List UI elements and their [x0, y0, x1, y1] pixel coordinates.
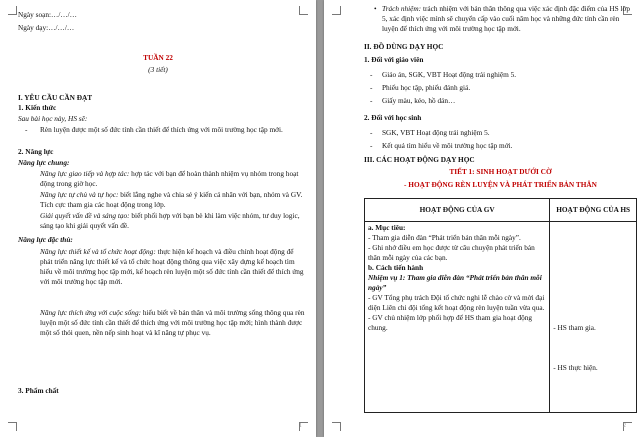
- heading-requirements: I. YÊU CẦU CẦN ĐẠT: [18, 93, 93, 102]
- heading-activities: III. CÁC HOẠT ĐỘNG DẠY HỌC: [364, 155, 475, 164]
- lesson-subtitle: - HOẠT ĐỘNG RÈN LUYỆN VÀ PHÁT TRIỂN BẢN THÂN: [404, 180, 597, 189]
- general-item-1: [40, 169, 305, 189]
- list-dash: -: [370, 83, 373, 92]
- responsibility-label: Trách nhiệm:: [382, 4, 422, 13]
- page-number: 2: [623, 423, 626, 429]
- student-response-1: - HS tham gia.: [553, 323, 596, 332]
- general-item-1-label: Năng lực giao tiếp và hợp tác:: [40, 169, 130, 178]
- margin-corner-mark: [332, 6, 341, 15]
- bullet-dot: •: [374, 4, 377, 13]
- document-page-2: [324, 0, 640, 437]
- margin-corner-mark: [8, 6, 17, 15]
- specific-item-2-label: Năng lực thích ứng với cuộc sống:: [40, 308, 142, 317]
- specific-item-1-text: thực hiện kế hoạch và điều chỉnh hoạt động để phát triển năng lực thiết kế và tổ chức hoạt động thông qua việc xây dựng kế hoạch tìm hiểu về môi trường học tập mới, kế hoạch rèn luyện một số đức tính cần thiết để thích ứng với môi trường học tập mới.: [40, 247, 304, 286]
- teacher-item-3: Giấy màu, kéo, hồ dán…: [382, 96, 456, 105]
- page-number: 1: [299, 423, 302, 429]
- date-teach: Ngày dạy:…/…/…: [18, 23, 75, 32]
- goal-item-1: - Tham gia diễn đàn “Phát triển bản thân mỗi ngày”.: [368, 233, 521, 242]
- activity-table: [364, 198, 637, 413]
- general-item-3: [40, 211, 305, 231]
- heading-competence: 2. Năng lực: [18, 147, 54, 156]
- date-prepare: Ngày soạn:…/…/…: [18, 10, 77, 19]
- student-item-2: Kết quả tìm hiểu về môi trường học tập mới.: [382, 141, 513, 150]
- general-item-1-text: hợp tác với bạn để hoàn thành nhiệm vụ nhóm trong hoạt động trong giờ học.: [40, 169, 299, 188]
- column-header-teacher: HOẠT ĐỘNG CỦA GV: [365, 199, 550, 222]
- step-item-2: - GV chủ nhiệm lớp phối hợp để HS tham gia hoạt động chung.: [368, 313, 533, 332]
- list-dash: -: [370, 128, 373, 137]
- general-competence-label: Năng lực chung:: [18, 158, 70, 167]
- teacher-item-1: Giáo án, SGK, VBT Hoạt động trải nghiệm 5.: [382, 70, 517, 79]
- goal-label: a. Mục tiêu:: [368, 223, 406, 232]
- margin-corner-mark: [299, 6, 308, 15]
- list-dash: -: [370, 70, 373, 79]
- table-row: [365, 222, 637, 413]
- heading-qualities: 3. Phẩm chất: [18, 386, 59, 395]
- specific-competence-label: Năng lực đặc thù:: [18, 235, 73, 244]
- goal-item-2: - Ghi nhớ điều em học được từ câu chuyện phát triển bản thân mỗi ngày của các bạn.: [368, 243, 535, 262]
- table-header-row: [365, 199, 637, 222]
- responsibility-text: trách nhiệm với bản thân thông qua việc xác định đặc điểm của HS lớp 5, xác định việc mình sẽ chuyển cấp vào cuối năm học và những đức tính cần rèn luyện để thích ứng với môi trường học tập mới.: [382, 4, 631, 33]
- heading-student-materials: 2. Đối với học sinh: [364, 113, 422, 122]
- specific-item-1: [40, 247, 305, 287]
- general-item-2-text: biết lắng nghe và chia sẻ ý kiến cá nhân với bạn, nhóm và GV. Tích cực tham gia các hoạt động trong lớp.: [40, 190, 303, 209]
- list-dash: -: [370, 96, 373, 105]
- general-item-3-label: Giải quyết vấn đề và sáng tạo:: [40, 211, 130, 220]
- step-item-1: - GV Tổng phụ trách Đội tổ chức nghi lễ chào cờ và mời đại diện Liên chi đội tổng kết hoạt động rèn luyện tuần vừa qua.: [368, 293, 545, 312]
- heading-teacher-materials: 1. Đối với giáo viên: [364, 55, 424, 64]
- student-activity-cell: [550, 222, 637, 413]
- task-label: Nhiệm vụ 1: Tham gia diễn đàn “Phát triển bản thân mỗi ngày”: [368, 273, 542, 292]
- specific-item-2: [40, 308, 305, 338]
- general-item-3-text: biết phối hợp với bạn bè khi làm việc nhóm, tư duy logic, sáng tạo khi giải quyết vấn đề.: [40, 211, 300, 230]
- cell-spacer: [553, 333, 633, 363]
- teacher-activity-cell: [365, 222, 550, 413]
- procedure-label: b. Cách tiến hành: [368, 263, 424, 272]
- cell-spacer: [553, 223, 633, 323]
- margin-corner-mark: [8, 422, 17, 431]
- general-item-2-label: Năng lực tự chủ và tự học:: [40, 190, 119, 199]
- student-response-2: - HS thực hiện.: [553, 363, 598, 372]
- week-periods: (3 tiết): [148, 65, 168, 74]
- heading-knowledge: 1. Kiến thức: [18, 103, 57, 112]
- lesson-title: TIẾT 1: SINH HOẠT DƯỚI CỜ: [449, 167, 552, 176]
- general-item-2: [40, 190, 305, 210]
- specific-item-2-text: hiểu biết về bản thân và môi trường sống thông qua rèn luyện một số đức tính cần thiết để thích ứng với môi trường học tập mới; hình thành được một số thói quen, nền nếp sinh hoạt và kĩ năng tự phục vụ.: [40, 308, 305, 337]
- knowledge-item: Rèn luyện được một số đức tính cần thiết để thích ứng với môi trường học tập mới.: [40, 125, 283, 134]
- knowledge-intro: Sau bài học này, HS sẽ:: [18, 114, 88, 123]
- margin-corner-mark: [332, 422, 341, 431]
- column-header-student: HOẠT ĐỘNG CỦA HS: [550, 199, 637, 222]
- teacher-item-2: Phiếu học tập, phiếu đánh giá.: [382, 83, 471, 92]
- heading-materials: II. ĐỒ DÙNG DẠY HỌC: [364, 42, 444, 51]
- bullet-dash: -: [25, 125, 28, 134]
- specific-item-1-label: Năng lực thiết kế và tổ chức hoạt động:: [40, 247, 156, 256]
- week-title: TUẦN 22: [143, 53, 173, 62]
- document-page-1: [0, 0, 316, 437]
- student-item-1: SGK, VBT Hoạt động trải nghiệm 5.: [382, 128, 490, 137]
- responsibility-item: [382, 4, 634, 34]
- list-dash: -: [370, 141, 373, 150]
